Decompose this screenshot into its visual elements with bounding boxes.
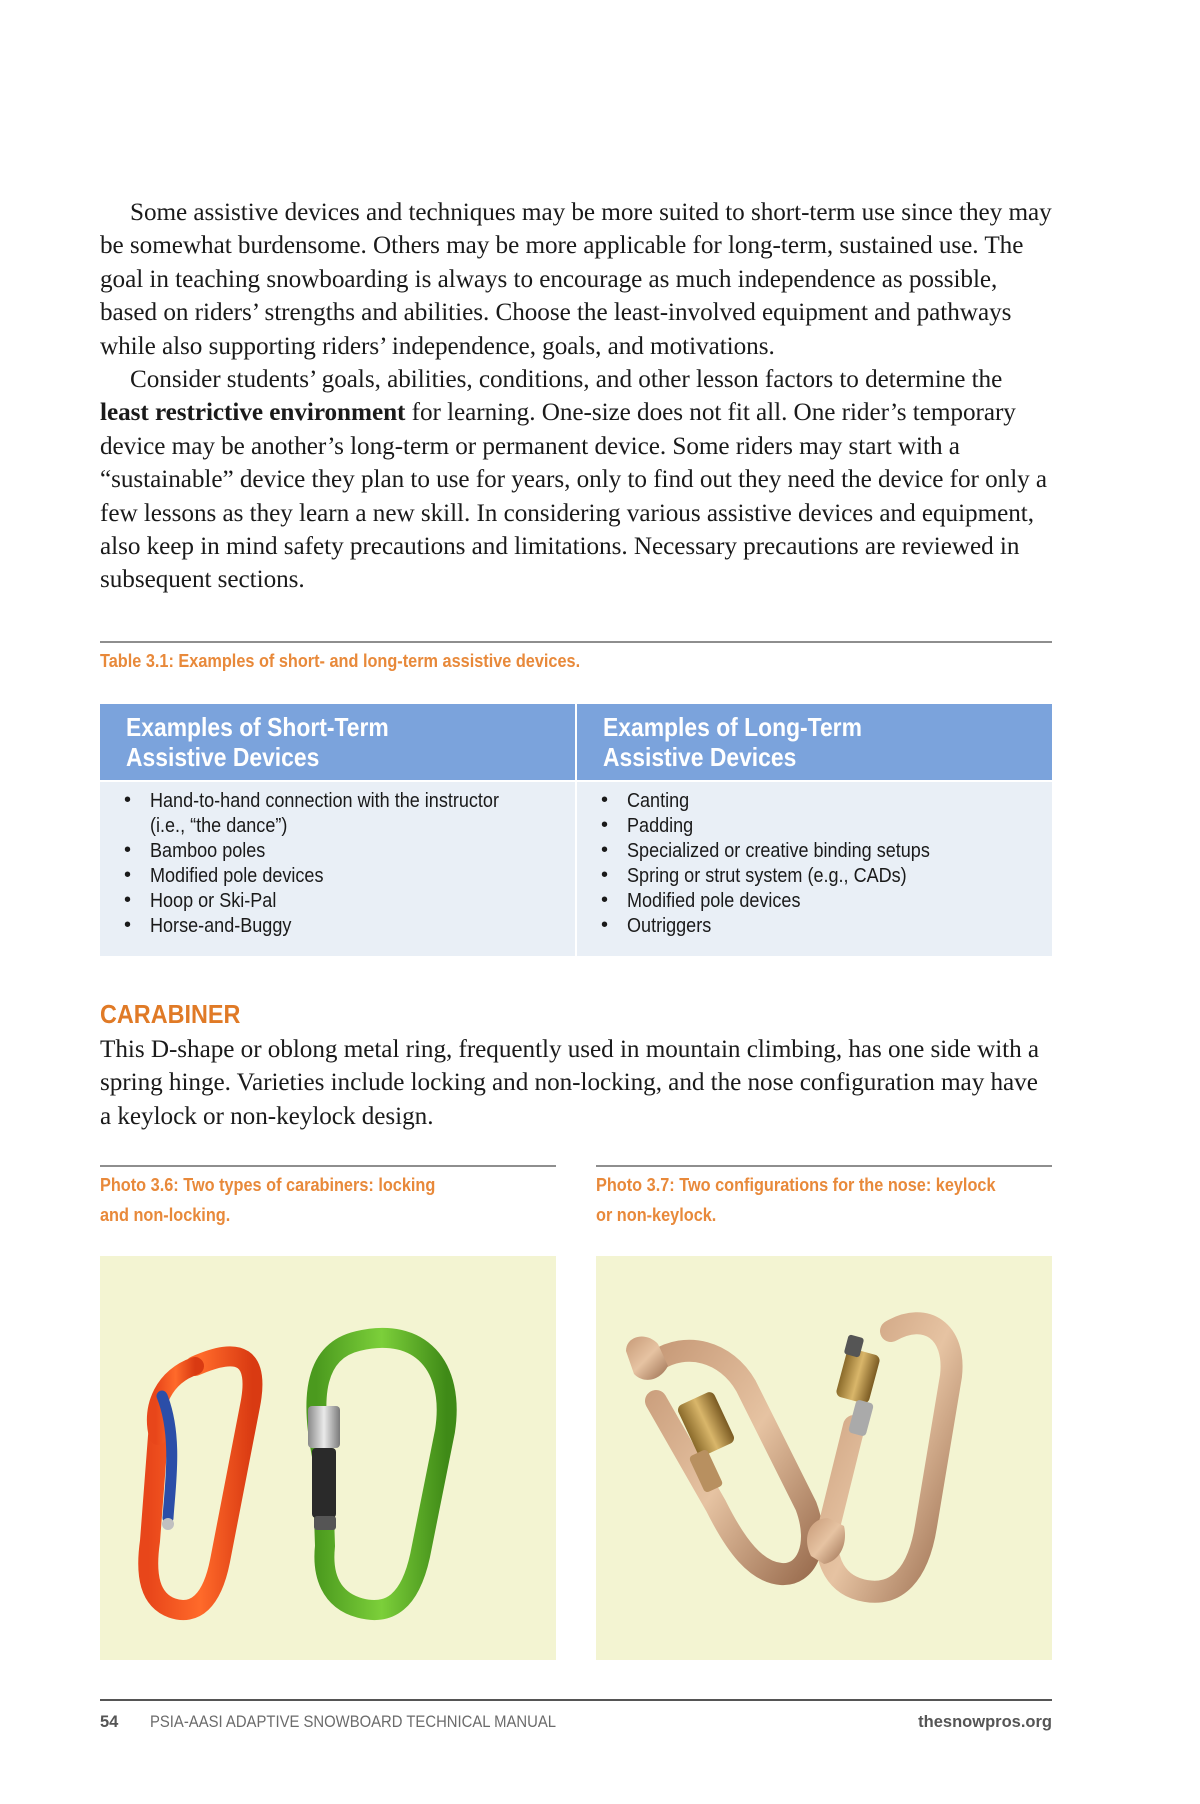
list-item bbox=[601, 788, 1052, 813]
page bbox=[100, 0, 1052, 1804]
carabiner-noses-illustration bbox=[596, 1256, 1052, 1660]
list-item bbox=[124, 838, 575, 863]
manual-title: PSIA-AASI ADAPTIVE SNOWBOARD TECHNICAL MANUAL bbox=[150, 1713, 556, 1731]
long-term-column bbox=[577, 704, 1052, 956]
list-item bbox=[601, 838, 1052, 863]
list-item-text: Specialized or creative binding setups bbox=[627, 839, 930, 862]
right-bronze-carabiner bbox=[807, 1323, 952, 1591]
list-item-text: Hoop or Ski-Pal bbox=[150, 889, 277, 912]
list-item bbox=[124, 913, 575, 938]
intro-paragraph-1: Some assistive devices and techniques may be more suited to short-term use since they may be somewhat burdensome. Others may be more applicable for long-term, sustained use. The goal in teaching snowboarding is always to encourage as much independence as possible, based on riders’ strengths and abilities. Choose the least-involved equipment and pathways while also supporting riders’ independence, goals, and motivations. bbox=[100, 199, 1052, 360]
photo1-caption bbox=[100, 1170, 435, 1230]
page-number: 54 bbox=[100, 1713, 119, 1731]
list-item bbox=[124, 863, 575, 888]
long-term-body bbox=[577, 782, 1052, 956]
photo-carabiner-types bbox=[100, 1256, 556, 1660]
photo2-caption-line2: or non-keylock. bbox=[596, 1204, 717, 1225]
long-term-heading-line2: Assistive Devices bbox=[603, 742, 797, 772]
intro-text bbox=[100, 196, 1052, 597]
left-bronze-carabiner bbox=[626, 1337, 812, 1575]
carabiner-text bbox=[100, 1033, 1052, 1133]
list-item-text: Modified pole devices bbox=[627, 889, 801, 912]
carabiner-heading: CARABINER bbox=[100, 999, 241, 1029]
least-restrictive-term: least restrictive environment bbox=[100, 399, 406, 427]
list-item-text: Spring or strut system (e.g., CADs) bbox=[627, 864, 907, 887]
photo1-caption-line2: and non-locking. bbox=[100, 1204, 231, 1225]
list-item bbox=[601, 913, 1052, 938]
website-link[interactable]: thesnowpros.org bbox=[918, 1713, 1052, 1731]
intro-paragraph-2 bbox=[100, 363, 1052, 597]
table-caption: Table 3.1: Examples of short- and long-term assistive devices. bbox=[100, 650, 581, 671]
short-term-heading-line1: Examples of Short-Term bbox=[126, 712, 389, 742]
page-footer bbox=[100, 1701, 1052, 1737]
table-rule bbox=[100, 641, 1052, 643]
long-term-heading bbox=[577, 704, 1052, 780]
green-carabiner bbox=[308, 1338, 447, 1610]
short-term-column bbox=[100, 704, 575, 956]
short-term-list bbox=[124, 788, 575, 938]
photo2-caption-line1: Photo 3.7: Two configurations for the nose: keylock bbox=[596, 1174, 996, 1195]
intro-p2-end: for learning. One-size does not fit all. One rider’s temporary device may be another’s long-term or permanent device. Some riders may start with a “sustainable” device they plan to use for years, only to find out they need the device for only a few lessons as they learn a new skill. In considering various assistive devices and equipment, also keep in mind safety precautions and limitations. Necessary precautions are reviewed in subsequent sections. bbox=[100, 399, 1048, 594]
photo2-caption bbox=[596, 1170, 996, 1230]
photo1-rule bbox=[100, 1165, 556, 1167]
short-term-body bbox=[100, 782, 575, 956]
assistive-devices-table bbox=[100, 704, 1052, 956]
long-term-heading-line1: Examples of Long-Term bbox=[603, 712, 862, 742]
photo-carabiner-noses bbox=[596, 1256, 1052, 1660]
short-term-heading bbox=[100, 704, 575, 780]
list-item bbox=[601, 863, 1052, 888]
long-term-list bbox=[601, 788, 1052, 938]
list-item-text: Modified pole devices bbox=[150, 864, 324, 887]
list-item-text: Canting bbox=[627, 789, 690, 812]
list-item bbox=[601, 888, 1052, 913]
list-item bbox=[601, 813, 1052, 838]
short-term-heading-line2: Assistive Devices bbox=[126, 742, 320, 772]
carabiner-types-illustration bbox=[100, 1256, 556, 1660]
list-item bbox=[124, 888, 575, 913]
list-item-text: Hand-to-hand connection with the instructor (i.e., “the dance”) bbox=[150, 789, 499, 837]
list-item bbox=[124, 788, 575, 838]
photo2-rule bbox=[596, 1165, 1052, 1167]
list-item-text: Outriggers bbox=[627, 914, 712, 937]
carabiner-paragraph: This D-shape or oblong metal ring, frequently used in mountain climbing, has one side with a spring hinge. Varieties include locking and non-locking, and the nose configuration may have a keylock or non-keylock design. bbox=[100, 1036, 1040, 1130]
list-item-text: Bamboo poles bbox=[150, 839, 266, 862]
orange-carabiner bbox=[148, 1356, 252, 1610]
list-item-text: Padding bbox=[627, 814, 694, 837]
intro-p2-start: Consider students’ goals, abilities, conditions, and other lesson factors to determine the bbox=[130, 366, 1003, 394]
list-item-text: Horse-and-Buggy bbox=[150, 914, 292, 937]
photo1-caption-line1: Photo 3.6: Two types of carabiners: locking bbox=[100, 1174, 436, 1195]
